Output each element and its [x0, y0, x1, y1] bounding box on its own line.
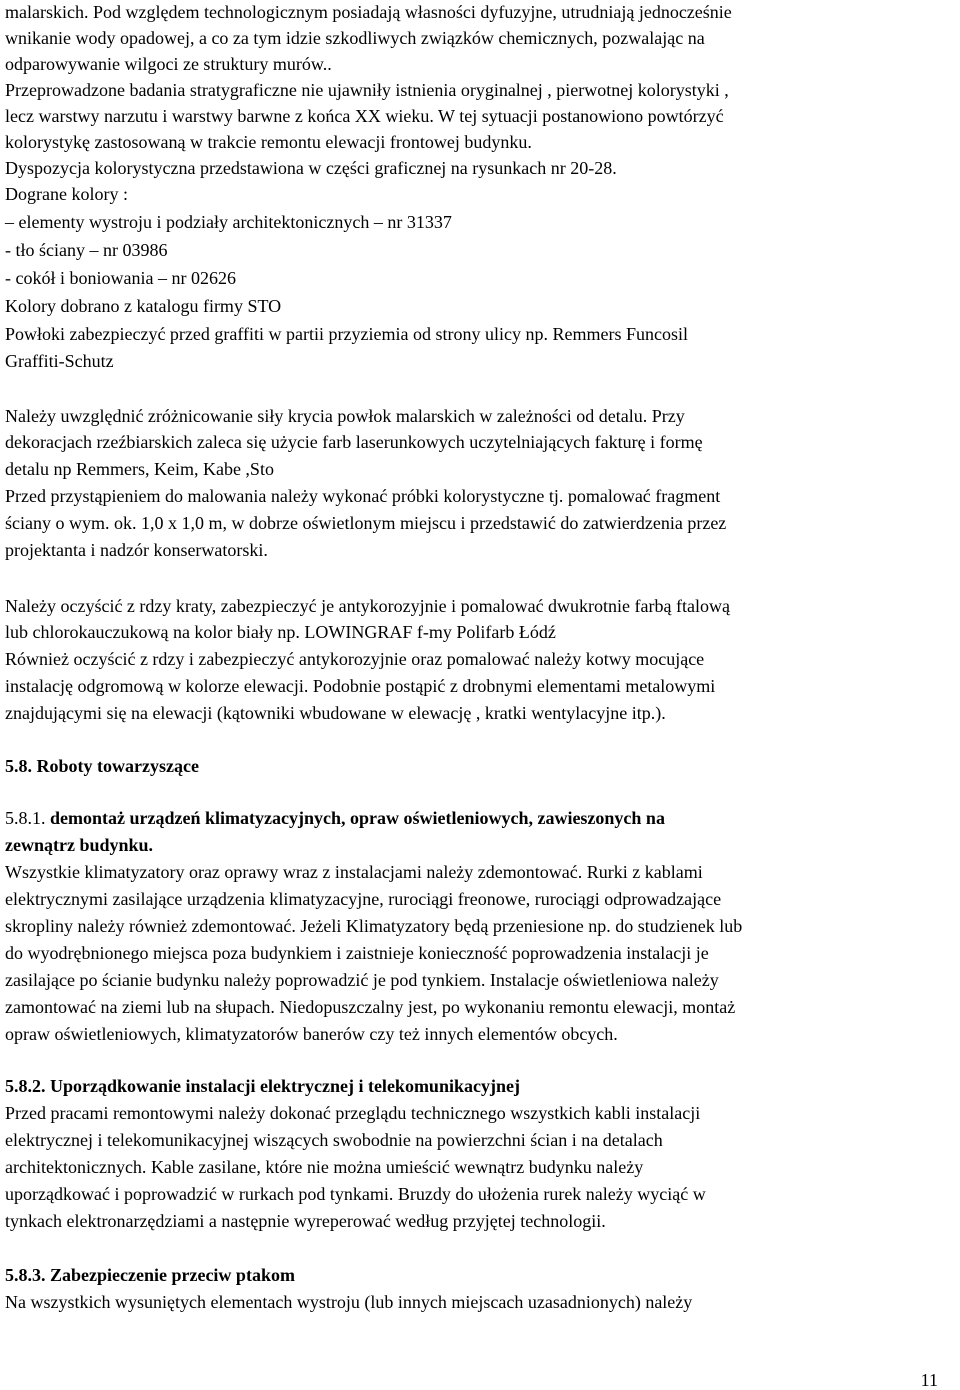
text-line: lub chlorokauczukową na kolor biały np. LOWINGRAF f-my Polifarb Łódź: [5, 622, 556, 642]
text-line: [5, 862, 703, 884]
text-span: Wszystkie klimatyzatory oraz oprawy wraz z instalacjami należy zdemontować.: [5, 862, 583, 882]
page-number: 11: [920, 1370, 938, 1390]
section-heading: 5.8. Roboty towarzyszące: [5, 756, 199, 776]
text-line: znajdującymi się na elewacji (kątowniki wbudowane w elewację , kratki wentylacyjne itp.).: [5, 703, 666, 723]
text-span: odparowywanie wilgoci ze struktury murów..: [5, 54, 332, 74]
text-line: Przed pracami remontowymi należy dokonać przeglądu technicznego wszystkich kabli instalacji: [5, 1103, 701, 1123]
text-line: Również oczyścić z rdzy i zabezpieczyć antykorozyjnie oraz pomalować należy kotwy mocujące: [5, 649, 705, 669]
text-span: architektonicznych.: [5, 1157, 147, 1177]
text-line: Należy oczyścić z rdzy kraty, zabezpieczyć je antykorozyjnie i pomalować dwukrotnie farbą ftalową: [5, 596, 730, 616]
text-line: detalu np Remmers, Keim, Kabe ,Sto: [5, 459, 274, 479]
text-line: [5, 513, 726, 535]
text-span: Powłoki zabezpieczyć przed graffiti w partii przyziemia od strony ulicy np.: [5, 324, 548, 344]
text-span: instalację odgromową w kolorze elewacji.: [5, 676, 309, 696]
text-line: [5, 997, 735, 1019]
text-line: [5, 970, 719, 992]
list-item: – elementy wystroju i podziały architektonicznych – nr 31337: [5, 212, 452, 232]
text-span: skropliny należy również zdemontować.: [5, 916, 296, 936]
text-line: [5, 916, 742, 938]
text-line: do wyodrębnionego miejsca poza budynkiem i zaistnieje konieczność poprowadzenia instalacji je: [5, 943, 709, 963]
text-line: [5, 406, 685, 428]
text-line: elektrycznej i telekomunikacyjnej wiszących swobodnie na powierzchni ścian i na detalach: [5, 1130, 663, 1150]
text-span: ściany o wym. ok.: [5, 513, 137, 533]
text-line: Kolory dobrano z katalogu firmy STO: [5, 296, 282, 316]
text-line: Dyspozycja kolorystyczna przedstawiona w części graficznej na rysunkach nr 20-28.: [5, 158, 617, 178]
text-line: kolorystykę zastosowaną w trakcie remontu elewacji frontowej budynku.: [5, 132, 532, 152]
text-line: wnikanie wody opadowej, a co za tym idzie szkodliwych związków chemicznych, pozwalając na: [5, 28, 705, 48]
text-line: opraw oświetleniowych, klimatyzatorów banerów czy też innych elementów obcych.: [5, 1024, 618, 1044]
text-span: Przed przystąpieniem do malowania należy wykonać próbki kolorystyczne tj.: [5, 486, 564, 506]
text-line: Graffiti-Schutz: [5, 351, 114, 371]
text-span: Należy uwzględnić zróżnicowanie siły krycia powłok malarskich w zależności od detalu.: [5, 406, 648, 426]
subsection-heading: [5, 808, 665, 830]
text-span: Bruzdy do ułożenia rurek należy wyciąć w: [397, 1184, 706, 1204]
section-title: demontaż urządzeń klimatyzacyjnych, opraw oświetleniowych, zawieszonych na: [50, 808, 665, 828]
subsection-heading: 5.8.2. Uporządkowanie instalacji elektrycznej i telekomunikacyjnej: [5, 1076, 520, 1096]
text-span: zamontować na ziemi lub na słupach.: [5, 997, 275, 1017]
text-span: Przy: [651, 406, 685, 426]
text-line: [5, 324, 688, 346]
section-number: 5.8.1.: [5, 808, 46, 828]
text-span: W tej sytuacji postanowiono powtórzyć: [438, 106, 724, 126]
subsection-heading: 5.8.3. Zabezpieczenie przeciw ptakom: [5, 1265, 295, 1285]
text-span: Podobnie postąpić z drobnymi elementami metalowymi: [312, 676, 716, 696]
text-span: Remmers Funcosil: [552, 324, 688, 344]
text-line: Dograne kolory :: [5, 184, 128, 204]
text-line: Na wszystkich wysuniętych elementach wystroju (lub innych miejscach uzasadnionych) należy: [5, 1292, 693, 1312]
text-line: elektrycznymi zasilające urządzenia klimatyzacyjne, rurociągi freonowe, rurociągi odprowadzające: [5, 889, 722, 909]
text-line: [5, 1184, 706, 1206]
text-line: tynkach elektronarzędziami a następnie wyreperować według przyjętej technologii.: [5, 1211, 606, 1231]
text-span: 1,0 x 1,0 m, w dobrze oświetlonym miejscu i przedstawić do zatwierdzenia przez: [140, 513, 727, 533]
text-span: Niedopuszczalny jest, po wykonaniu remontu elewacji, montaż: [279, 997, 736, 1017]
list-item: - tło ściany – nr 03986: [5, 240, 168, 260]
text-span: Jeżeli Klimatyzatory będą przeniesione np. do studzienek lub: [300, 916, 743, 936]
text-line: [5, 486, 720, 508]
text-span: Instalacje oświetleniowa należy: [489, 970, 719, 990]
text-span: zasilające po ścianie budynku należy poprowadzić je pod tynkiem.: [5, 970, 486, 990]
text-span: Kable zasilane, które nie można umieścić wewnątrz budynku należy: [150, 1157, 644, 1177]
text-line: [5, 676, 715, 698]
text-span: Rurki z kablami: [586, 862, 703, 882]
list-item: - cokół i boniowania – nr 02626: [5, 268, 236, 288]
section-title: zewnątrz budynku.: [5, 835, 154, 855]
text-line: [5, 1157, 643, 1179]
text-line: projektanta i nadzór konserwatorski.: [5, 540, 268, 560]
text-span: pomalować fragment: [567, 486, 721, 506]
text-line: dekoracjach rzeźbiarskich zaleca się użycie farb laserunkowych uczytelniających fakturę i formę: [5, 432, 703, 452]
text-line: malarskich. Pod względem technologicznym posiadają własności dyfuzyjne, utrudniają jednocześnie: [5, 2, 732, 22]
text-span: uporządkować i poprowadzić w rurkach pod tynkami.: [5, 1184, 394, 1204]
text-line: Przeprowadzone badania stratygraficzne nie ujawniły istnienia oryginalnej , pierwotnej kolorystyki ,: [5, 80, 729, 100]
text-line: [5, 106, 724, 128]
text-line: [5, 54, 332, 76]
text-span: lecz warstwy narzutu i warstwy barwne z końca XX wieku.: [5, 106, 434, 126]
